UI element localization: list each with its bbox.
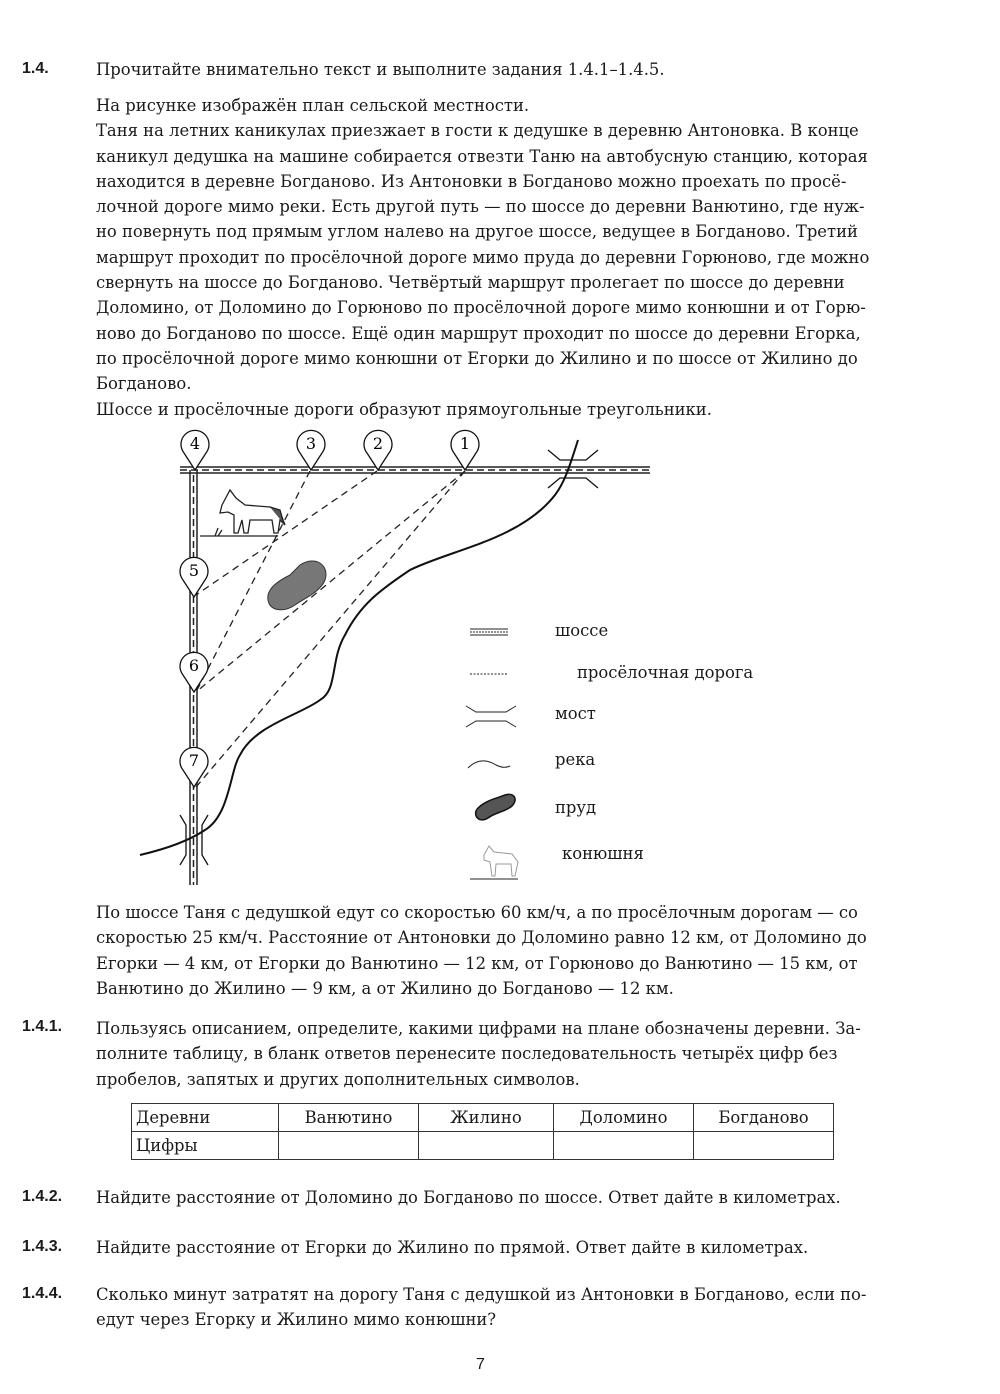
text-line: Доломино, от Доломино до Горюново по просёлочной дороге мимо конюшни и от Горю- bbox=[96, 298, 866, 318]
speed-text bbox=[96, 900, 952, 1001]
table-cell: Цифры bbox=[132, 1132, 279, 1160]
text-line: Таня на летних каникулах приезжает в гости к дедушке в деревню Антоновка. В конце bbox=[96, 121, 859, 141]
text-line: Шоссе и просёлочные дороги образуют прямоугольные треугольники. bbox=[96, 399, 712, 419]
village-marker-2 bbox=[364, 430, 392, 470]
text-line: Егорки — 4 км, от Егорки до Ванютино — 12 км, от Горюново до Ванютино — 15 км, от bbox=[96, 953, 858, 973]
marker-label: 3 bbox=[305, 434, 317, 453]
answer-cell[interactable] bbox=[694, 1132, 834, 1160]
table-header-row bbox=[132, 1104, 834, 1132]
text-line: скоростью 25 км/ч. Расстояние от Антоновки до Доломино равно 12 км, от Доломино до bbox=[96, 928, 867, 948]
q2-text: Найдите расстояние от Доломино до Богданово по шоссе. Ответ дайте в километрах. bbox=[96, 1188, 841, 1207]
village-marker-4 bbox=[181, 430, 209, 470]
answer-table bbox=[131, 1103, 834, 1160]
page-number: 7 bbox=[476, 1356, 485, 1373]
text-line: маршрут проходит по просёлочной дороге мимо пруда до деревни Горюново, где можно bbox=[96, 247, 870, 267]
marker-label: 7 bbox=[188, 751, 200, 770]
answer-cell[interactable] bbox=[554, 1132, 694, 1160]
text-line: Пользуясь описанием, определите, какими цифрами на плане обозначены деревни. За- bbox=[96, 1019, 861, 1038]
legend-dirt-road-label: просёлочная дорога bbox=[577, 663, 754, 682]
text-line: свернуть на шоссе до Богданово. Четвёртый маршрут пролегает по шоссе до деревни bbox=[96, 273, 845, 293]
task-number: 1.4. bbox=[22, 60, 49, 77]
task-intro: Прочитайте внимательно текст и выполните задания 1.4.1–1.4.5. bbox=[96, 60, 665, 79]
text-line: Сколько минут затратят на дорогу Таня с дедушкой из Антоновки в Богданово, если по- bbox=[96, 1285, 867, 1304]
answer-cell[interactable] bbox=[279, 1132, 419, 1160]
text-line: Богданово. bbox=[96, 374, 192, 394]
legend-pond-label: пруд bbox=[555, 798, 597, 817]
village-marker-5 bbox=[180, 557, 208, 597]
table-row bbox=[132, 1132, 834, 1160]
table-cell: Деревни bbox=[132, 1104, 279, 1132]
text-line: Ванютино до Жилино — 9 км, а от Жилино до Богданово — 12 км. bbox=[96, 978, 674, 998]
q4-number: 1.4.4. bbox=[22, 1285, 63, 1302]
text-line: едут через Егорку и Жилино мимо конюшни? bbox=[96, 1310, 497, 1330]
stable-horse-icon bbox=[200, 490, 285, 536]
legend-highway-label: шоссе bbox=[555, 621, 609, 640]
table-cell: Ванютино bbox=[279, 1104, 419, 1132]
legend-river-label: река bbox=[555, 750, 596, 769]
marker-label: 1 bbox=[459, 434, 471, 453]
table-cell: Богданово bbox=[694, 1104, 834, 1132]
marker-label: 6 bbox=[188, 656, 200, 675]
village-markers bbox=[180, 430, 479, 787]
legend-bridge-label: мост bbox=[555, 704, 596, 723]
text-line: но повернуть под прямым углом налево на другое шоссе, ведущее в Богданово. Третий bbox=[96, 222, 858, 242]
legend-river-icon bbox=[468, 761, 510, 768]
legend-bridge-icon bbox=[466, 706, 516, 727]
village-marker-3 bbox=[297, 430, 325, 470]
marker-label: 5 bbox=[188, 561, 200, 580]
table-cell: Жилино bbox=[419, 1104, 554, 1132]
text-line: находится в деревне Богданово. Из Антоновки в Богданово можно проехать по просё- bbox=[96, 171, 847, 191]
text-line: каникул дедушка на машине собирается отвезти Таню на автобусную станцию, которая bbox=[96, 146, 868, 166]
text-line: полните таблицу, в бланк ответов перенесите последовательность четырёх цифр без bbox=[96, 1044, 838, 1064]
q1-number: 1.4.1. bbox=[22, 1018, 63, 1035]
marker-label: 4 bbox=[189, 434, 201, 453]
text-line: лочной дороге мимо реки. Есть другой путь — по шоссе до деревни Ванютино, где нуж- bbox=[96, 197, 865, 217]
q4-text bbox=[96, 1282, 952, 1333]
village-marker-7 bbox=[180, 747, 208, 787]
answer-cell[interactable] bbox=[419, 1132, 554, 1160]
text-line: по просёлочной дороге мимо конюшни от Егорки до Жилино и по шоссе от Жилино до bbox=[96, 348, 858, 368]
legend-stable-icon bbox=[470, 846, 518, 879]
q3-number: 1.4.3. bbox=[22, 1238, 63, 1255]
legend-highway-icon bbox=[470, 629, 508, 635]
village-marker-1 bbox=[451, 430, 479, 470]
pond-icon bbox=[268, 561, 326, 610]
text-line: По шоссе Таня с дедушкой едут со скоростью 60 км/ч, а по просёлочным дорогам — со bbox=[96, 903, 858, 922]
legend-pond-icon bbox=[476, 794, 515, 820]
table-cell: Доломино bbox=[554, 1104, 694, 1132]
q1-text bbox=[96, 1016, 952, 1092]
q3-text: Найдите расстояние от Егорки до Жилино по прямой. Ответ дайте в километрах. bbox=[96, 1238, 809, 1257]
q2-number: 1.4.2. bbox=[22, 1188, 63, 1205]
river bbox=[140, 440, 578, 855]
marker-label: 2 bbox=[372, 434, 384, 453]
highway-horizontal bbox=[180, 467, 650, 473]
text-line: На рисунке изображён план сельской местности. bbox=[96, 96, 530, 115]
legend-stable-label: конюшня bbox=[562, 844, 644, 863]
text-line: ново до Богданово по шоссе. Ещё один маршрут проходит по шоссе до деревни Егорка, bbox=[96, 323, 861, 343]
text-line: пробелов, запятых и других дополнительных символов. bbox=[96, 1069, 580, 1089]
